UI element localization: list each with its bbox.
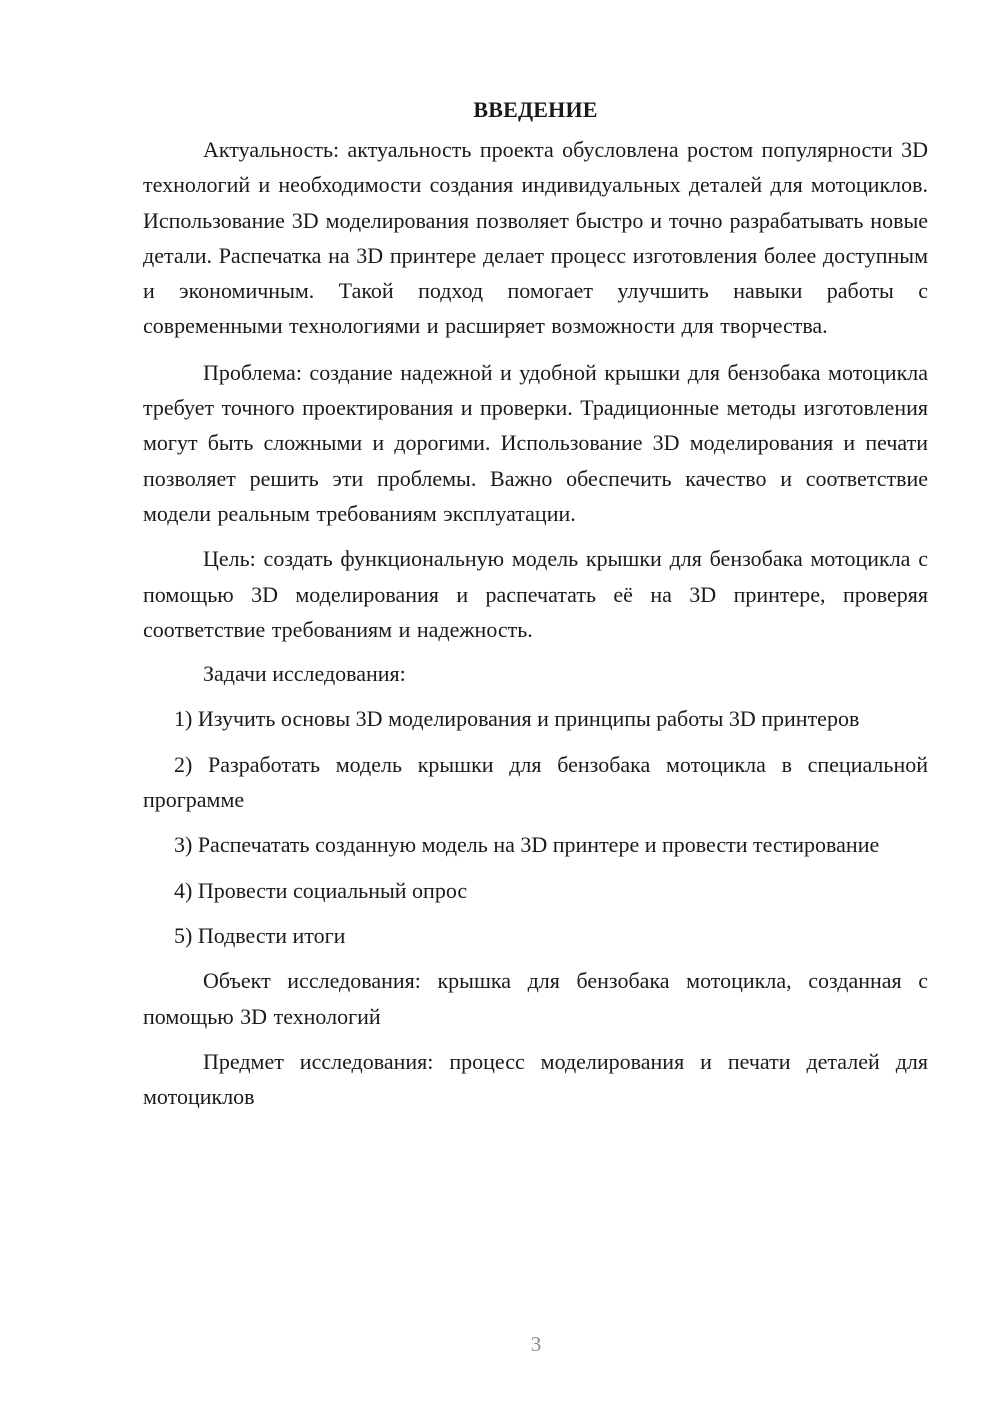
- goal-paragraph: Цель: создать функциональную модель крышки для бензобака мотоцикла с помощью 3D моделирования и распечатать её на 3D принтере, проверяя соответствие требованиям и надежность.: [143, 546, 928, 642]
- task-item: 3) Распечатать созданную модель на 3D принтере и провести тестирование: [174, 832, 880, 858]
- section-title: ВВЕДЕНИЕ: [473, 97, 598, 122]
- problem-paragraph: Проблема: создание надежной и удобной крышки для бензобака мотоцикла требует точного проектирования и проверки. Традиционные методы изготовления могут быть сложными и дорогими. Использование 3D моделирования и печати позволяет решить эти проблемы. Важно обеспечить качество и соответствие модели реальным требованиям эксплуатации.: [143, 359, 928, 526]
- subject-paragraph: Предмет исследования: процесс моделирования и печати деталей для мотоциклов: [143, 1048, 928, 1110]
- task-item: 5) Подвести итоги: [174, 922, 346, 948]
- object-paragraph: Объект исследования: крышка для бензобака мотоцикла, созданная с помощью 3D технологий: [143, 968, 928, 1029]
- tasks-list: [143, 701, 928, 953]
- tasks-heading: Задачи исследования:: [203, 661, 406, 687]
- task-item: 4) Провести социальный опрос: [174, 877, 468, 903]
- task-item: 2) Разработать модель крышки для бензобака мотоцикла в специальной программе: [143, 751, 928, 813]
- relevance-paragraph: Актуальность: актуальность проекта обусловлена ростом популярности 3D технологий и необходимости создания индивидуальных деталей для мотоциклов. Использование 3D моделирования позволяет быстро и точно разрабатывать новые детали. Распечатка на 3D принтере делает процесс изготовления более доступным и экономичным. Такой подход помогает улучшить навыки работы с современными технологиями и расширяет возможности для творчества.: [143, 137, 928, 339]
- task-item: 1) Изучить основы 3D моделирования и принципы работы 3D принтеров: [174, 706, 860, 732]
- page-number: 3: [530, 1332, 542, 1356]
- document-page: [143, 92, 928, 1124]
